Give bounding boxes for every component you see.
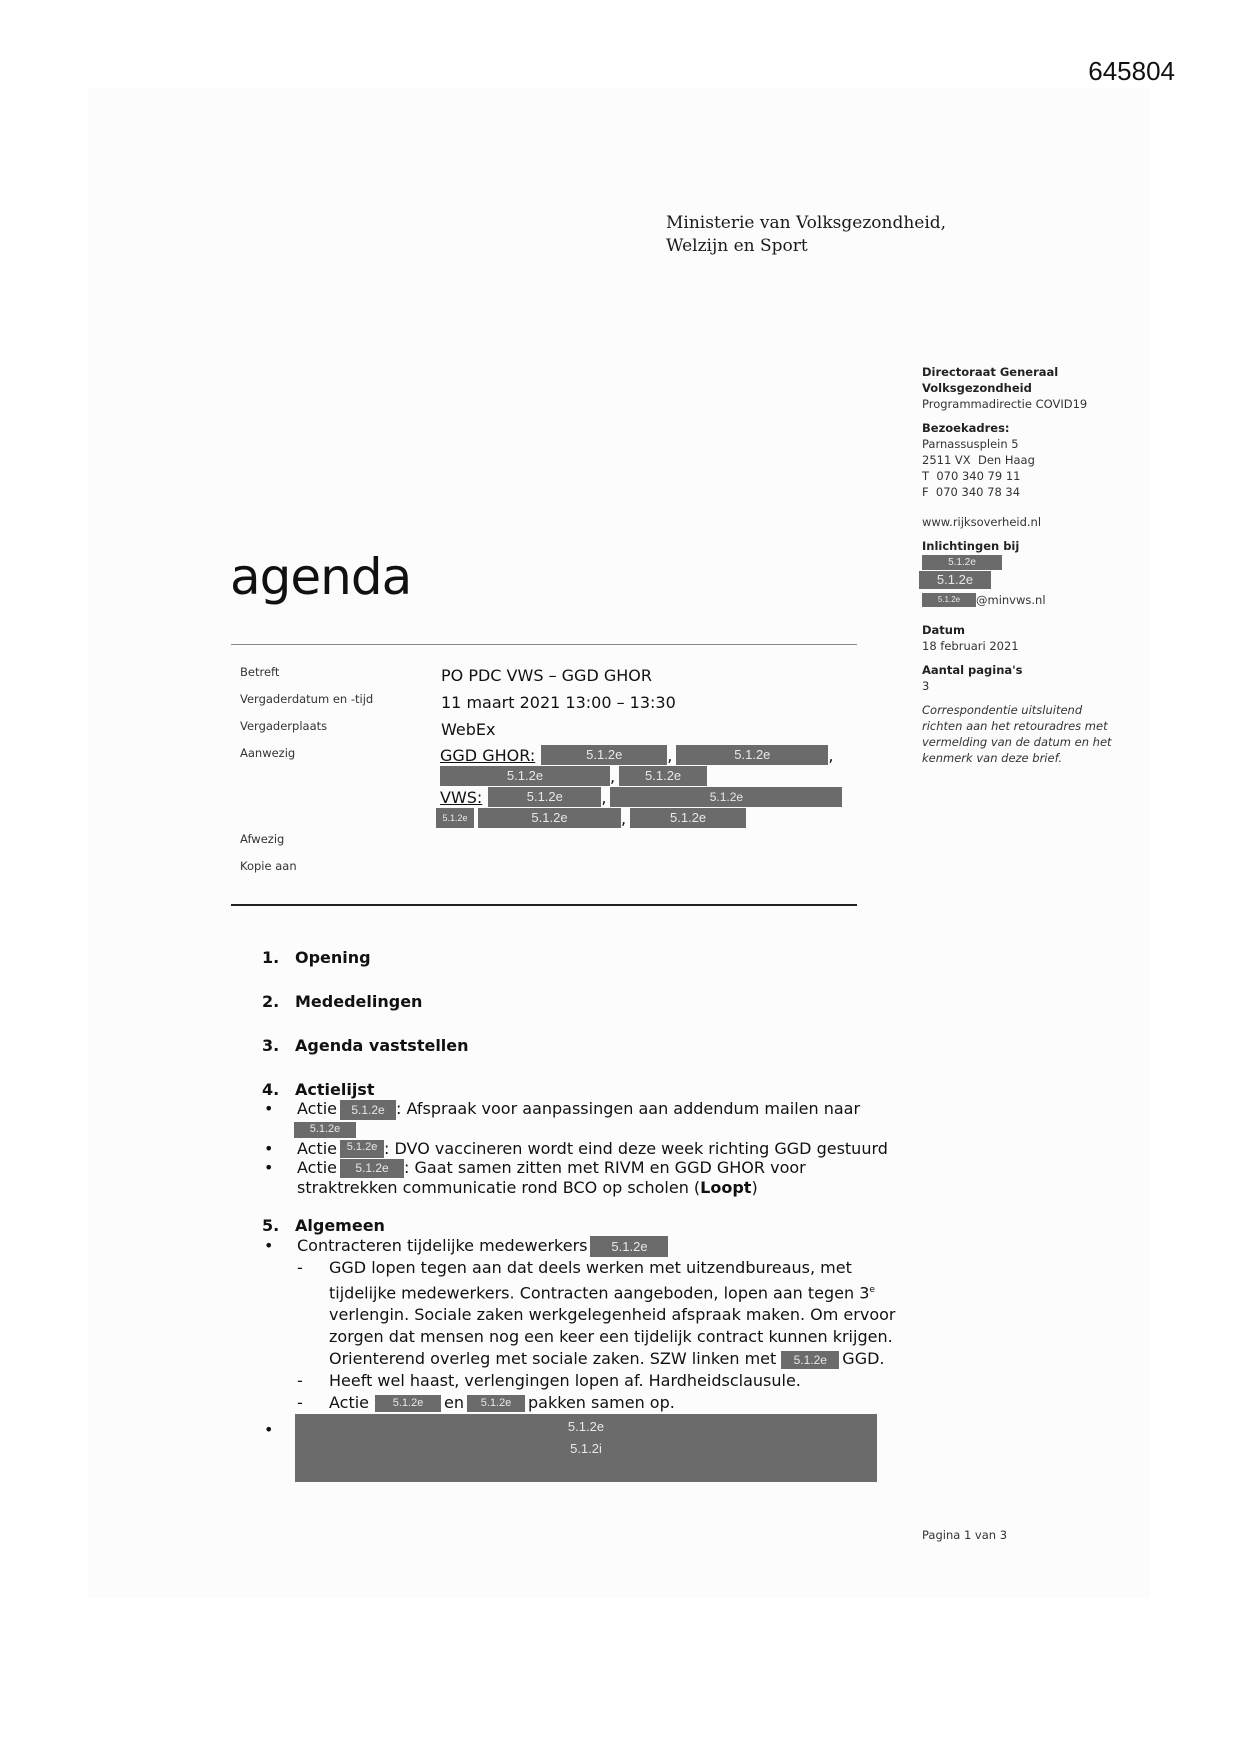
redaction-code: 5.1.2e — [567, 1419, 605, 1435]
ministry-logo-text — [666, 212, 946, 258]
action-prefix: Actie — [329, 1393, 370, 1413]
page-title: agenda — [230, 548, 412, 606]
website: www.rijksoverheid.nl — [922, 515, 1042, 529]
date-label: Datum — [922, 623, 965, 637]
pages-value: 3 — [922, 679, 930, 693]
item-title: Mededelingen — [295, 992, 423, 1011]
redaction-box: 5.1.2e — [340, 1140, 384, 1158]
punctuation: ) — [751, 1178, 758, 1197]
vws-label: VWS: — [440, 788, 483, 807]
label-datetime: Vergaderdatum en -tijd — [240, 692, 374, 706]
general-text: Contracteren tijdelijke medewerkers — [297, 1236, 588, 1255]
address-line-2: 2511 VX Den Haag — [922, 453, 1035, 467]
redaction-box: 5.1.2e — [676, 745, 828, 765]
action-prefix: Actie — [297, 1158, 338, 1177]
conjunction: en — [444, 1393, 465, 1413]
action-item: • Actie 5.1.2e : Gaat samen zitten met RIVM en GGD GHOR voor straktrekken communicatie rond BCO op scholen (Loopt) — [264, 1158, 806, 1197]
sub-text: pakken samen op. — [528, 1393, 675, 1413]
redaction-box: 5.1.2e — [590, 1236, 668, 1257]
action-item: • Actie 5.1.2e : Afspraak voor aanpassingen aan addendum mailen naar 5.1.2e — [262, 1099, 922, 1139]
redaction-box: 5.1.2e — [619, 766, 707, 786]
redaction-box: 5.1.2e — [781, 1351, 839, 1369]
redaction-box: 5.1.2e — [440, 766, 610, 786]
separator: , — [621, 809, 627, 828]
redaction-box: 5.1.2e — [610, 787, 842, 807]
action-text: straktrekken communicatie rond BCO op scholen ( — [297, 1178, 701, 1197]
org-line-2: Volksgezondheid — [922, 381, 1032, 395]
agenda-list — [262, 948, 922, 1482]
item-title: Agenda vaststellen — [295, 1036, 469, 1055]
item-number: 2. — [262, 992, 280, 1011]
ministry-line-1: Ministerie van Volksgezondheid, — [666, 213, 947, 233]
datetime-value: 11 maart 2021 13:00 – 13:30 — [441, 693, 676, 712]
attendees — [440, 744, 870, 828]
redaction-box: 5.1.2e — [541, 745, 667, 765]
divider — [231, 644, 857, 645]
agenda-item — [262, 948, 922, 967]
redaction-block — [295, 1414, 877, 1482]
info-label: Inlichtingen bij — [922, 539, 1020, 553]
separator: , — [610, 767, 616, 786]
item-title: Algemeen — [295, 1216, 385, 1235]
sub-text: GGD lopen tegen aan dat deels werken met uitzendbureaus, met — [329, 1258, 852, 1277]
item-number: 4. — [262, 1080, 280, 1099]
item-title: Opening — [295, 948, 371, 967]
redaction-box: 5.1.2e — [922, 593, 976, 607]
sender-sidebar — [922, 364, 1142, 774]
redaction-box: 5.1.2e — [340, 1100, 396, 1120]
redaction-box: 5.1.2e — [478, 808, 621, 828]
label-location: Vergaderplaats — [240, 719, 328, 733]
status-loopt: Loopt — [700, 1178, 752, 1197]
redaction-box: 5.1.2e — [922, 555, 1002, 570]
visit-address-label: Bezoekadres: — [922, 421, 1010, 435]
correspondence-note: Correspondentie uitsluitend richten aan het retouradres met vermelding van de datum en het kenmerk van deze brief. — [922, 703, 1112, 765]
org-line-1: Directoraat Generaal — [922, 365, 1059, 379]
action-text: : DVO vaccineren wordt eind deze week richting GGD gestuurd — [384, 1138, 888, 1158]
redaction-box: 5.1.2e — [630, 808, 746, 828]
document-id: 645804 — [1088, 56, 1175, 86]
sub-item: - Heeft wel haast, verlengingen lopen af. Hardheidsclausule. — [297, 1371, 801, 1391]
fax: F 070 340 78 34 — [922, 485, 1021, 499]
redaction-box: 5.1.2e — [294, 1122, 356, 1138]
sub-text: Heeft wel haast, verlengingen lopen af. Hardheidsclausule. — [329, 1371, 801, 1391]
label-subject: Betreft — [240, 665, 280, 679]
sub-item: - Actie 5.1.2e en 5.1.2e pakken samen op. — [297, 1393, 675, 1413]
ggd-ghor-label: GGD GHOR: — [440, 746, 536, 765]
label-copy: Kopie aan — [240, 859, 297, 873]
action-text: : Gaat samen zitten met RIVM en GGD GHOR voor — [404, 1158, 806, 1177]
general-item: • Contracteren tijdelijke medewerkers 5.1.2e — [262, 1235, 922, 1257]
sub-text: zorgen dat mensen nog een keer een tijdelijk contract kunnen krijgen. — [329, 1327, 893, 1347]
redaction-box: 5.1.2e — [919, 571, 991, 589]
redaction-box: 5.1.2e — [436, 808, 474, 828]
superscript: e — [869, 1285, 875, 1295]
location-value: WebEx — [441, 720, 496, 739]
redaction-box: 5.1.2e — [375, 1395, 441, 1412]
sub-text: Orienterend overleg met sociale zaken. SZW linken met — [329, 1349, 777, 1369]
item-number: 3. — [262, 1036, 280, 1055]
agenda-item — [262, 1080, 922, 1099]
sub-text: verlengin. Sociale zaken werkgelegenheid afspraak maken. Om ervoor — [329, 1305, 896, 1325]
redaction-code: 5.1.2i — [570, 1441, 602, 1457]
agenda-item — [262, 992, 922, 1011]
item-title: Actielijst — [295, 1080, 375, 1099]
item-number: 5. — [262, 1216, 280, 1235]
label-present: Aanwezig — [240, 746, 296, 760]
date-value: 18 februari 2021 — [922, 639, 1019, 653]
action-prefix: Actie — [297, 1138, 338, 1158]
agenda-item — [262, 1036, 922, 1055]
sub-text: GGD. — [842, 1349, 885, 1369]
subject-value: PO PDC VWS – GGD GHOR — [441, 666, 652, 685]
pages-label: Aantal pagina's — [922, 663, 1023, 677]
email-domain: @minvws.nl — [976, 593, 1046, 607]
redaction-box: 5.1.2e — [467, 1395, 525, 1412]
label-absent: Afwezig — [240, 832, 285, 846]
item-number: 1. — [262, 948, 280, 967]
ministry-line-2: Welzijn en Sport — [666, 236, 808, 256]
redacted-item: • 5.1.2e 5.1.2i — [262, 1414, 922, 1482]
action-item: • Actie 5.1.2e : DVO vaccineren wordt eind deze week richting GGD gestuurd — [264, 1138, 888, 1158]
redaction-box: 5.1.2e — [340, 1159, 404, 1178]
separator: , — [667, 746, 673, 765]
separator: , — [828, 746, 834, 765]
org-line-3: Programmadirectie COVID19 — [922, 397, 1088, 411]
page-indicator: Pagina 1 van 3 — [922, 1528, 1008, 1542]
action-prefix: Actie — [297, 1099, 338, 1118]
sub-text: tijdelijke medewerkers. Contracten aangeboden, lopen aan tegen 3 — [329, 1283, 870, 1303]
agenda-item — [262, 1216, 922, 1235]
meta-values — [441, 662, 676, 743]
meta-labels — [240, 665, 373, 886]
address-line-1: Parnassusplein 5 — [922, 437, 1019, 451]
divider — [231, 904, 857, 906]
phone: T 070 340 79 11 — [922, 469, 1021, 483]
redaction-box: 5.1.2e — [488, 787, 601, 807]
sub-item: - GGD lopen tegen aan dat deels werken met uitzendbureaus, met tijdelijke medewerkers. Contracten aangeboden, lopen aan tegen 3e verlengin. Sociale zaken werkgelegenheid afspraak maken. Om ervoor zorgen dat mensen nog een keer een tijdelijk contract kunnen krijgen. Orienterend overleg met sociale zaken. SZW linken met 5.1.2e GGD. — [297, 1258, 896, 1369]
action-text: : Afspraak voor aanpassingen aan addendum mailen naar — [396, 1099, 861, 1118]
separator: , — [601, 788, 607, 807]
